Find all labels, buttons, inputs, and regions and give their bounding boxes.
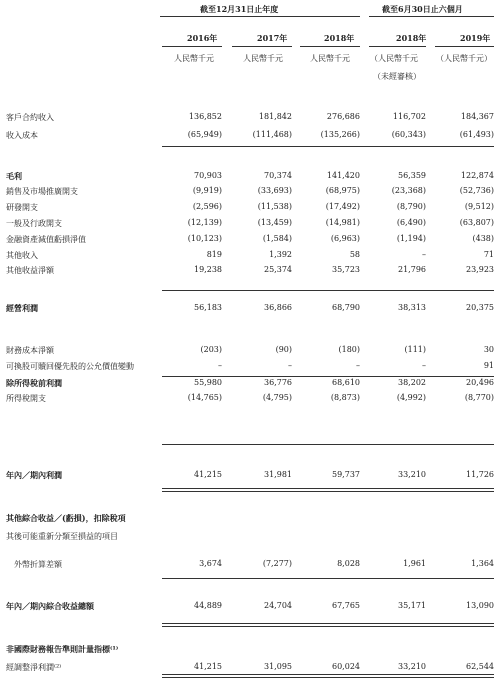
row-value-2019-h1: (438)	[472, 234, 494, 243]
row-value-2018: 60,024	[332, 662, 360, 671]
row-value-2018-h1: –	[422, 361, 426, 370]
row-value-2018-h1: 1,961	[403, 559, 426, 568]
row-value-2018-h1: 56,359	[398, 171, 426, 180]
header-group-interim: 截至6月30日止六個月	[382, 4, 463, 14]
row-value-2017: (13,459)	[257, 218, 292, 227]
row-value-2016: –	[218, 361, 222, 370]
row-value-2019-h1: 91	[483, 361, 494, 370]
unit-2018-h1: （人民幣千元	[370, 54, 418, 63]
row-value-2016: 55,980	[194, 378, 222, 387]
row-value-2018-h1: 38,202	[398, 378, 426, 387]
row-label: 經調整淨利潤⁽²⁾	[6, 663, 62, 672]
row-value-2018: (6,963)	[330, 234, 360, 243]
row-label: 研發開支	[6, 203, 38, 212]
row-value-2017: (4,795)	[262, 393, 292, 402]
row-value-2017: 70,374	[264, 171, 292, 180]
row-value-2018-h1: (1,194)	[396, 234, 426, 243]
unit-2018: 人民幣千元	[310, 54, 350, 63]
year-2019-h1: 2019年	[460, 33, 491, 43]
row-value-2017: –	[288, 361, 292, 370]
row-label: 所得稅開支	[6, 394, 46, 403]
year-2018: 2018年	[324, 33, 355, 43]
row-value-2018: (68,975)	[325, 186, 360, 195]
row-value-2018: 58	[349, 250, 360, 259]
row-value-2019-h1: 1,364	[471, 559, 494, 568]
year-rule-2019-h1	[435, 46, 494, 47]
row-value-2016: 41,215	[194, 662, 222, 671]
row-value-2018: 68,790	[332, 303, 360, 312]
rule-after-revenue-cost	[162, 146, 494, 147]
row-value-2019-h1: 184,367	[460, 112, 494, 121]
row-value-2017: 36,776	[264, 378, 292, 387]
row-value-2018: (135,266)	[320, 130, 360, 139]
rule-after-tax	[162, 444, 494, 445]
row-value-2019-h1: 20,496	[466, 378, 494, 387]
row-value-2019-h1: 62,544	[466, 662, 494, 671]
row-label: 年內／期內綜合收益總額	[6, 601, 94, 611]
row-value-2018: 59,737	[332, 470, 360, 479]
row-value-2018-h1: (111)	[404, 345, 426, 354]
row-value-2018: (14,981)	[325, 218, 360, 227]
row-value-2018: 35,723	[332, 265, 360, 274]
year-2016: 2016年	[187, 33, 218, 43]
row-label: 經營利潤	[6, 303, 38, 313]
row-label: 年內／期內利潤	[6, 470, 62, 480]
row-value-2019-h1: 11,726	[466, 470, 494, 479]
row-value-2018: 141,420	[326, 171, 360, 180]
row-value-2016: (10,123)	[187, 234, 222, 243]
row-label: 毛利	[6, 171, 22, 181]
row-value-2017: (111,468)	[252, 130, 292, 139]
row-label: 非國際財務報告準則計量指標⁽¹⁾	[6, 644, 119, 654]
row-label: 財務成本淨額	[6, 346, 54, 355]
rule-after-fx	[162, 578, 494, 579]
row-value-2018: 68,610	[332, 378, 360, 387]
row-value-2016: 819	[206, 250, 222, 259]
row-value-2019-h1: 13,090	[466, 601, 494, 610]
row-value-2019-h1: (52,736)	[459, 186, 494, 195]
row-value-2019-h1: (61,493)	[459, 130, 494, 139]
row-value-2017: (11,538)	[257, 202, 292, 211]
row-value-2017: 31,981	[264, 470, 292, 479]
unit-2019-h1: （人民幣千元）	[436, 54, 492, 63]
row-value-2018-h1: (8,790)	[396, 202, 426, 211]
row-label: 其他收益淨額	[6, 266, 54, 275]
row-label: 其他綜合收益／(虧損)，扣除稅項	[6, 513, 126, 523]
row-value-2016: 19,238	[194, 265, 222, 274]
row-value-2017: 36,866	[264, 303, 292, 312]
row-value-2019-h1: 20,375	[466, 303, 494, 312]
row-value-2016: 44,889	[194, 601, 222, 610]
row-value-2016: (12,139)	[187, 218, 222, 227]
rule-after-fin-cost	[162, 376, 494, 377]
row-label: 外幣折算差額	[14, 560, 62, 569]
row-value-2018: 276,686	[326, 112, 360, 121]
unit-2017: 人民幣千元	[243, 54, 283, 63]
header-rule-annual	[160, 16, 360, 17]
row-value-2018: (180)	[338, 345, 360, 354]
year-2018-h1: 2018年	[396, 33, 427, 43]
header-rule-interim	[369, 16, 494, 17]
row-value-2018-h1: (23,368)	[391, 186, 426, 195]
row-label: 其後可能重新分類至損益的項目	[6, 532, 118, 541]
row-value-2017: 1,392	[269, 250, 292, 259]
year-rule-2016	[162, 46, 222, 47]
year-rule-2017	[232, 46, 292, 47]
unaudited-note: （未經審核）	[373, 72, 421, 81]
year-2017: 2017年	[257, 33, 288, 43]
row-value-2019-h1: (8,770)	[464, 393, 494, 402]
header-group-annual: 截至12月31日止年度	[200, 4, 279, 14]
row-value-2018: 67,765	[332, 601, 360, 610]
row-label: 銷售及市場推廣開支	[6, 187, 78, 196]
row-value-2018-h1: 33,210	[398, 470, 426, 479]
row-label: 除所得稅前利潤	[6, 378, 62, 388]
row-value-2016: (14,765)	[187, 393, 222, 402]
row-value-2016: 136,852	[188, 112, 222, 121]
row-value-2017: (90)	[275, 345, 292, 354]
row-value-2017: (7,277)	[262, 559, 292, 568]
year-rule-2018-h1	[369, 46, 426, 47]
row-value-2019-h1: 30	[483, 345, 494, 354]
row-value-2018-h1: 38,313	[398, 303, 426, 312]
year-rule-2018	[300, 46, 360, 47]
row-value-2019-h1: 71	[483, 250, 494, 259]
row-value-2018-h1: 33,210	[398, 662, 426, 671]
row-label: 金融資產減值虧損淨值	[6, 235, 86, 244]
row-label: 一般及行政開支	[6, 219, 62, 228]
row-value-2016: 3,674	[199, 559, 222, 568]
row-value-2017: 24,704	[264, 601, 292, 610]
row-value-2019-h1: (63,807)	[459, 218, 494, 227]
row-value-2019-h1: 122,874	[460, 171, 494, 180]
row-value-2018: 8,028	[337, 559, 360, 568]
row-value-2018-h1: (6,490)	[396, 218, 426, 227]
row-value-2017: 31,095	[264, 662, 292, 671]
row-value-2016: 56,183	[194, 303, 222, 312]
row-value-2016: 41,215	[194, 470, 222, 479]
row-value-2016: (203)	[200, 345, 222, 354]
row-value-2018-h1: 21,796	[398, 265, 426, 274]
row-label: 客戶合約收入	[6, 113, 54, 122]
row-value-2018-h1: (60,343)	[391, 130, 426, 139]
row-label: 其他收入	[6, 251, 38, 260]
row-value-2018-h1: 116,702	[392, 112, 426, 121]
row-value-2016: (65,949)	[187, 130, 222, 139]
double-rule-comprehensive	[162, 623, 494, 627]
row-value-2019-h1: (9,512)	[464, 202, 494, 211]
double-rule-adjusted	[162, 674, 494, 678]
row-label: 可換股可贖回優先股的公允價值變動	[6, 362, 134, 371]
rule-after-other-gains	[162, 290, 494, 291]
row-value-2017: 25,374	[264, 265, 292, 274]
row-value-2018: (8,873)	[330, 393, 360, 402]
row-value-2018: (17,492)	[325, 202, 360, 211]
row-value-2016: (2,596)	[192, 202, 222, 211]
unit-2016: 人民幣千元	[174, 54, 214, 63]
row-value-2016: (9,919)	[192, 186, 222, 195]
row-value-2017: 181,842	[258, 112, 292, 121]
row-label: 收入成本	[6, 131, 38, 140]
row-value-2019-h1: 23,923	[466, 265, 494, 274]
row-value-2018-h1: (4,992)	[396, 393, 426, 402]
row-value-2018-h1: –	[422, 250, 426, 259]
row-value-2016: 70,903	[194, 171, 222, 180]
row-value-2017: (1,584)	[262, 234, 292, 243]
row-value-2018-h1: 35,171	[398, 601, 426, 610]
row-value-2018: –	[356, 361, 360, 370]
double-rule-profit	[162, 488, 494, 492]
row-value-2017: (33,693)	[257, 186, 292, 195]
